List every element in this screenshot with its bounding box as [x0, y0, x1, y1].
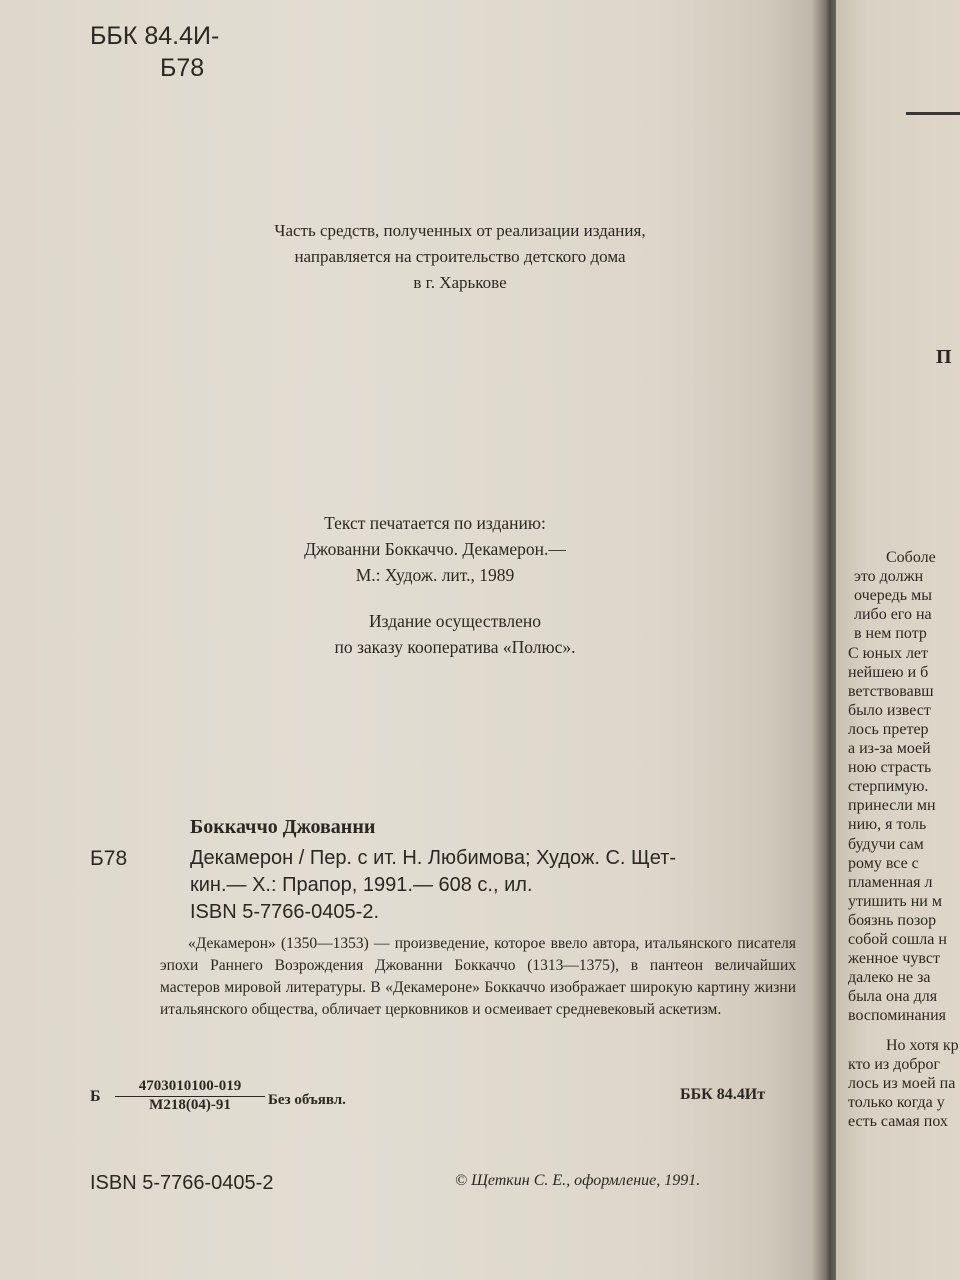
annotation	[160, 933, 796, 1021]
fraction-letter: Б	[90, 1088, 101, 1105]
right-page-line: лось претер	[848, 720, 929, 738]
funding-notice	[190, 218, 730, 296]
biblio-line: кин.— Х.: Прапор, 1991.— 608 с., ил.	[190, 874, 533, 896]
right-page-line: было извест	[848, 701, 931, 719]
bibliographic-record	[190, 845, 676, 926]
author-mark-top: Б78	[160, 54, 205, 82]
right-page-line: будучи сам	[848, 835, 924, 853]
right-page-line: кто из доброг	[848, 1055, 941, 1073]
isbn: ISBN 5-7766-0405-2	[90, 1172, 274, 1194]
right-page-line: лось из моей па	[848, 1074, 956, 1092]
right-page-line: принесли мн	[848, 797, 936, 815]
right-page-line: ветствовавш	[848, 682, 934, 700]
bbk-code-bottom: ББК 84.4Ит	[680, 1086, 766, 1103]
right-page-line: нейшею и б	[848, 663, 929, 681]
bbk-code-top: ББК 84.4И-	[90, 22, 220, 50]
index-fraction	[115, 1078, 265, 1114]
biblio-line: ISBN 5-7766-0405-2.	[190, 901, 380, 923]
right-page	[836, 0, 960, 1280]
fraction-denominator: М218(04)-91	[149, 1097, 231, 1113]
notice-line: направляется на строительство детского дома	[294, 247, 626, 266]
right-page-line: очередь мы	[854, 587, 932, 605]
right-page-line: С юных лет	[848, 644, 929, 662]
right-page-line: а из-за моей	[848, 740, 931, 757]
catalog-author-mark: Б78	[90, 847, 128, 870]
right-page-line: была она для	[848, 988, 938, 1006]
right-page-line: либо его на	[854, 606, 932, 624]
right-page-line: есть самая пох	[848, 1112, 948, 1130]
publisher-order-note	[270, 608, 640, 660]
fraction-numerator: 4703010100-019	[115, 1078, 265, 1097]
right-page-line: рому все с	[848, 854, 919, 872]
right-page-line: воспоминания	[848, 1007, 947, 1025]
right-page-line: женное чувст	[848, 950, 940, 968]
chapter-heading: П	[936, 346, 952, 368]
right-page-line: это должн	[854, 568, 924, 586]
right-page-line: пламенная л	[848, 873, 933, 891]
right-page-line: Но хотя кр	[886, 1036, 959, 1054]
right-page-line: только когда у	[848, 1093, 945, 1111]
annotation-text: «Декамерон» (1350—1353) — произведение, которое ввело автора, итальянского писателя эпохи Раннего Возрождения Джованни Боккаччо (1313—1375), в пантеон величайших мастеров мировой литературы. В «Декамероне» Боккаччо изображает широкую картину жизни итальянского общества, обличает церковников и осмеивает средневековый аскетизм.	[160, 935, 796, 1018]
source-line: М.: Худож. лит., 1989	[355, 565, 515, 585]
no-announcement-note: Без объявл.	[268, 1092, 346, 1108]
source-line: Джованни Боккаччо. Декамерон.—	[304, 539, 566, 559]
right-page-line: ною страсть	[848, 759, 932, 777]
order-line: по заказу кооператива «Полюс».	[334, 637, 576, 657]
copyright-line: © Щеткин С. Е., оформление, 1991.	[455, 1172, 701, 1189]
right-page-line: Соболе	[886, 549, 936, 566]
right-page-line: в нем потр	[854, 625, 927, 643]
notice-line: Часть средств, полученных от реализации издания,	[274, 221, 646, 240]
biblio-line: Декамерон / Пер. с ит. Н. Любимова; Худож. С. Щет-	[190, 847, 677, 869]
order-line: Издание осуществлено	[369, 611, 541, 631]
right-page-line: утишить ни м	[848, 892, 942, 910]
notice-line: в г. Харькове	[413, 273, 507, 292]
right-page-line: стерпимую.	[848, 778, 929, 796]
source-line: Текст печатается по изданию:	[324, 513, 546, 533]
right-page-line: боязнь позор	[848, 911, 937, 929]
right-page-line: собой сошла н	[848, 931, 947, 948]
source-edition-note	[250, 510, 620, 588]
right-page-line: нию, я толь	[848, 816, 927, 834]
header-rule	[906, 112, 960, 115]
right-page-line: далеко не за	[848, 969, 931, 987]
catalog-author: Боккаччо Джованни	[190, 816, 376, 838]
